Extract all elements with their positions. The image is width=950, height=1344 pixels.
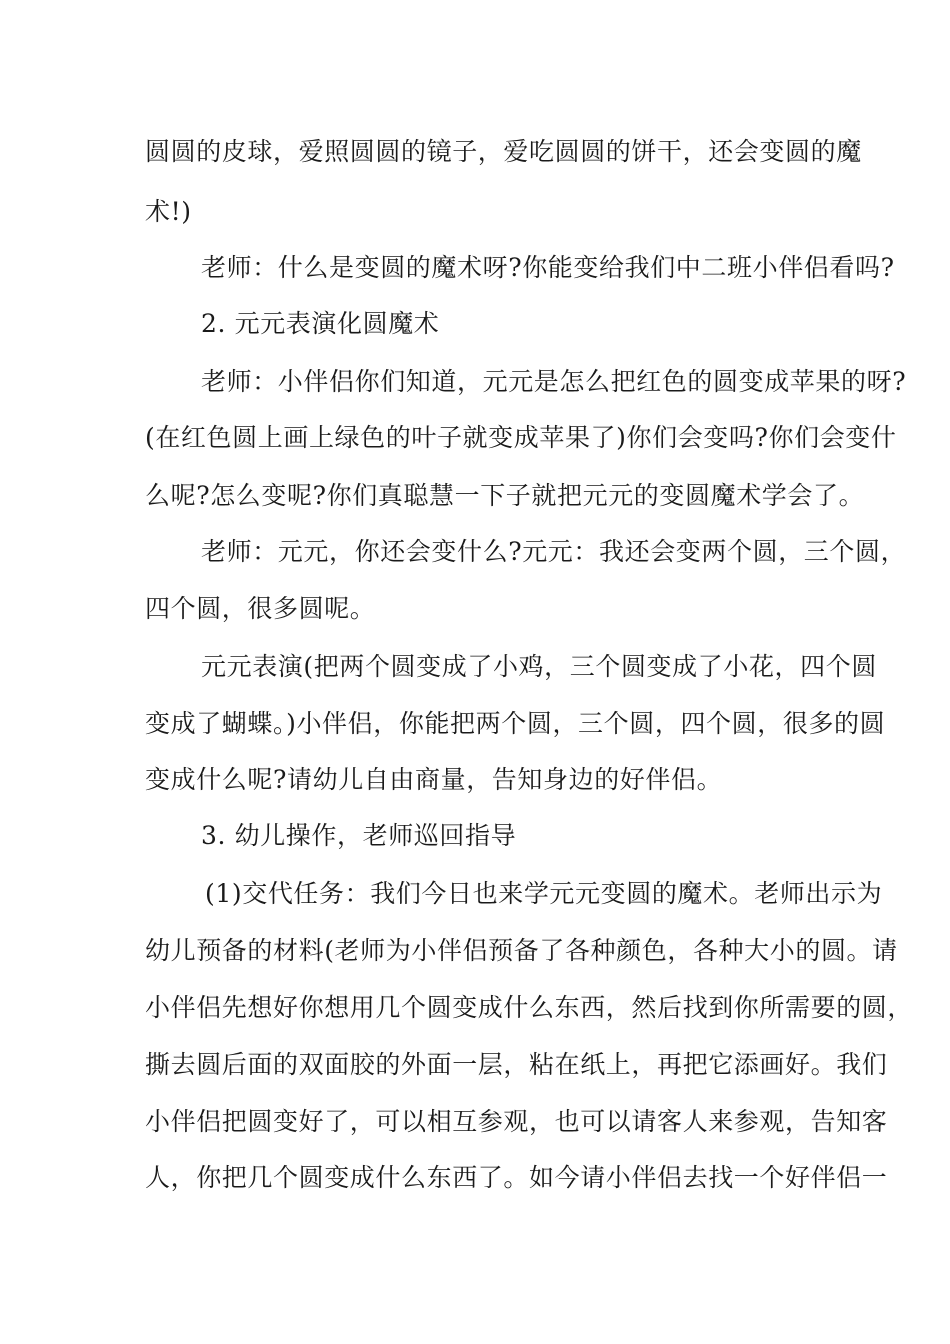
text-line: 人，你把几个圆变成什么东西了。如今请小伴侣去找一个好伴侣一 <box>145 1163 888 1192</box>
text-line: 术!) <box>145 197 192 226</box>
text-line: 小伴侣先想好你想用几个圆变成什么东西，然后找到你所需要的圆， <box>145 993 914 1022</box>
text-line: 老师：小伴侣你们知道，元元是怎么把红色的圆变成苹果的呀? <box>201 367 907 396</box>
section-heading: 3. 幼儿操作，老师巡回指导 <box>201 821 517 850</box>
text-line: 变成了蝴蝶。)小伴侣，你能把两个圆，三个圆，四个圆，很多的圆 <box>145 709 886 738</box>
text-line: 元元表演(把两个圆变成了小鸡，三个圆变成了小花，四个圆 <box>201 652 877 681</box>
section-heading: 2. 元元表演化圆魔术 <box>201 309 440 338</box>
text-line: (在红色圆上画上绿色的叶子就变成苹果了)你们会变吗?你们会变什 <box>145 423 897 452</box>
text-line: 老师：元元，你还会变什么?元元：我还会变两个圆，三个圆， <box>201 537 907 566</box>
text-line: 撕去圆后面的双面胶的外面一层，粘在纸上，再把它添画好。我们 <box>145 1050 888 1079</box>
text-line: 小伴侣把圆变好了，可以相互参观，也可以请客人来参观，告知客 <box>145 1107 888 1136</box>
text-line: 四个圆，很多圆呢。 <box>145 594 376 623</box>
text-line: 么呢?怎么变呢?你们真聪慧一下子就把元元的变圆魔术学会了。 <box>145 481 865 510</box>
text-line: 幼儿预备的材料(老师为小伴侣预备了各种颜色，各种大小的圆。请 <box>145 936 898 965</box>
text-line: 老师：什么是变圆的魔术呀?你能变给我们中二班小伴侣看吗? <box>201 253 895 282</box>
text-line: 圆圆的皮球，爱照圆圆的镜子，爱吃圆圆的饼干，还会变圆的魔 <box>145 137 862 166</box>
text-line: (1)交代任务：我们今日也来学元元变圆的魔术。老师出示为 <box>205 879 883 908</box>
text-line: 变成什么呢?请幼儿自由商量，告知身边的好伴侣。 <box>145 765 723 794</box>
